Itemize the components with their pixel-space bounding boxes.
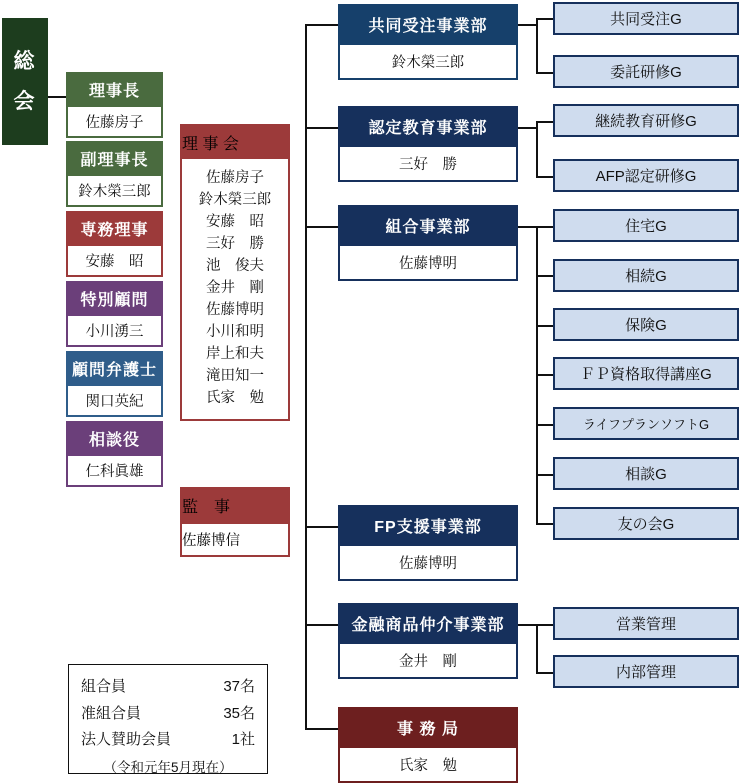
auditor-person: 佐藤博信 (182, 522, 288, 555)
group-box-soudan-g: 相談G (553, 457, 739, 490)
division-person: 佐藤博明 (340, 544, 516, 579)
council-member: 安藤 昭 (206, 214, 264, 231)
division-title: FP支援事業部 (340, 507, 516, 544)
officer-box-komon-bengoshi (66, 351, 163, 417)
council-member-list (182, 159, 288, 419)
connector-branch-kinyu (305, 624, 338, 626)
connector-kyodo-g1 (536, 18, 554, 20)
division-box-kinyu-shohin (338, 603, 518, 679)
connector-branch-office (305, 728, 338, 730)
officer-title: 専務理事 (68, 213, 161, 244)
connector-kumiai-g3 (536, 325, 554, 327)
council-box (180, 124, 290, 421)
officer-person: 仁科眞雄 (68, 454, 161, 485)
division-box-kyodo-jucyu (338, 4, 518, 80)
connector-branch-nintei (305, 127, 338, 129)
division-person: 金井 剛 (340, 642, 516, 677)
membership-box (68, 664, 268, 774)
council-member: 金井 剛 (206, 280, 264, 297)
officer-title: 特別顧問 (68, 283, 161, 314)
officer-box-fuku-rijicho (66, 141, 163, 207)
council-member: 岸上和夫 (206, 346, 264, 363)
connector-kinyu-stub (518, 624, 538, 626)
officer-box-tokubetsu-komon (66, 281, 163, 347)
council-member: 三好 勝 (206, 236, 264, 253)
council-member: 佐藤博明 (206, 302, 264, 319)
division-box-fp-shien (338, 505, 518, 581)
division-title: 金融商品仲介事業部 (340, 605, 516, 642)
group-box-jutaku-g: 住宅G (553, 209, 739, 242)
connector-kumiai-g7 (536, 523, 554, 525)
group-box-keizoku-kyoiku-g: 継続教育研修G (553, 104, 739, 137)
connector-kumiai-g1 (536, 226, 554, 228)
group-box-kyodo-jucyu-g: 共同受注G (553, 2, 739, 35)
connector-branch-fp (305, 526, 338, 528)
officer-title: 顧問弁護士 (68, 353, 161, 384)
division-box-nintei-kyoiku (338, 106, 518, 182)
officer-person: 関口英紀 (68, 384, 161, 415)
group-box-tomonokai-g: 友の会G (553, 507, 739, 540)
office-box (338, 707, 518, 783)
division-title: 共同受注事業部 (340, 6, 516, 43)
connector-nintei-g1 (536, 121, 554, 123)
officer-person: 佐藤房子 (68, 105, 161, 136)
membership-row (81, 674, 255, 701)
membership-count: 37名 (223, 678, 255, 695)
connector-kumiai-g6 (536, 474, 554, 476)
connector-kyodo-g2 (536, 72, 554, 74)
officer-person: 鈴木榮三郎 (68, 174, 161, 205)
connector-kyodo-vertical (536, 18, 538, 74)
group-box-eigyo-kanri: 営業管理 (553, 607, 739, 640)
auditor-title: 監 事 (182, 489, 288, 522)
membership-label: 法人賛助会員 (81, 731, 172, 749)
council-member: 小川和明 (206, 324, 264, 341)
council-member: 鈴木榮三郎 (198, 192, 272, 209)
membership-label: 准組合員 (81, 704, 142, 722)
council-member: 佐藤房子 (206, 170, 264, 186)
division-person: 佐藤博明 (340, 244, 516, 279)
connector-assembly-rijicho (48, 96, 66, 98)
connector-kumiai-g5 (536, 424, 554, 426)
officer-box-senmu-riji (66, 211, 163, 277)
division-title: 組合事業部 (340, 207, 516, 244)
assembly-label-2: 会 (13, 89, 37, 113)
division-box-kumiai (338, 205, 518, 281)
office-person: 氏家 勉 (340, 746, 516, 781)
officer-title: 理事長 (68, 74, 161, 105)
group-box-fp-shikaku-g: ＦＰ資格取得講座G (553, 357, 739, 390)
officer-box-sodanyaku (66, 421, 163, 487)
auditor-box (180, 487, 290, 557)
connector-kinyu-g1 (536, 624, 554, 626)
group-box-naibu-kanri: 内部管理 (553, 655, 739, 688)
group-box-itaku-kenshu-g: 委託研修G (553, 55, 739, 88)
group-box-hoken-g: 保険G (553, 308, 739, 341)
membership-count: 1社 (231, 731, 255, 749)
membership-count: 35名 (223, 704, 255, 722)
office-title: 事 務 局 (340, 709, 516, 746)
connector-nintei-g2 (536, 176, 554, 178)
officer-title: 相談役 (68, 423, 161, 454)
connector-branch-kyodo (305, 24, 338, 26)
group-box-souzoku-g: 相続G (553, 259, 739, 292)
connector-kumiai-stub (518, 226, 538, 228)
assembly-label-1: 総 (13, 49, 37, 73)
group-box-afp-nintei-g: AFP認定研修G (553, 159, 739, 192)
officer-person: 安藤 昭 (68, 244, 161, 275)
division-person: 三好 勝 (340, 145, 516, 180)
division-person: 鈴木榮三郎 (340, 43, 516, 78)
division-title: 認定教育事業部 (340, 108, 516, 145)
council-member: 氏家 勉 (206, 390, 264, 407)
officer-title: 副理事長 (68, 143, 161, 174)
membership-label: 組合員 (81, 678, 127, 695)
connector-kumiai-g2 (536, 275, 554, 277)
membership-note: （令和元年5月現在） (103, 760, 233, 776)
membership-row (81, 727, 255, 754)
connector-nintei-stub (518, 127, 538, 129)
connector-kumiai-g4 (536, 374, 554, 376)
connector-nintei-vertical (536, 121, 538, 177)
connector-kinyu-vertical (536, 624, 538, 673)
council-member: 池 俊夫 (206, 258, 264, 275)
connector-kyodo-stub (518, 24, 538, 26)
group-box-lifeplan-soft-g: ライフプランソフトG (553, 407, 739, 440)
membership-row (81, 701, 255, 728)
connector-branch-kumiai (305, 226, 338, 228)
connector-kinyu-g2 (536, 672, 554, 674)
council-title: 理 事 会 (182, 126, 288, 159)
officer-box-rijicho (66, 72, 163, 138)
officer-person: 小川湧三 (68, 314, 161, 345)
council-member: 滝田知一 (206, 368, 264, 385)
assembly-box (2, 18, 48, 145)
